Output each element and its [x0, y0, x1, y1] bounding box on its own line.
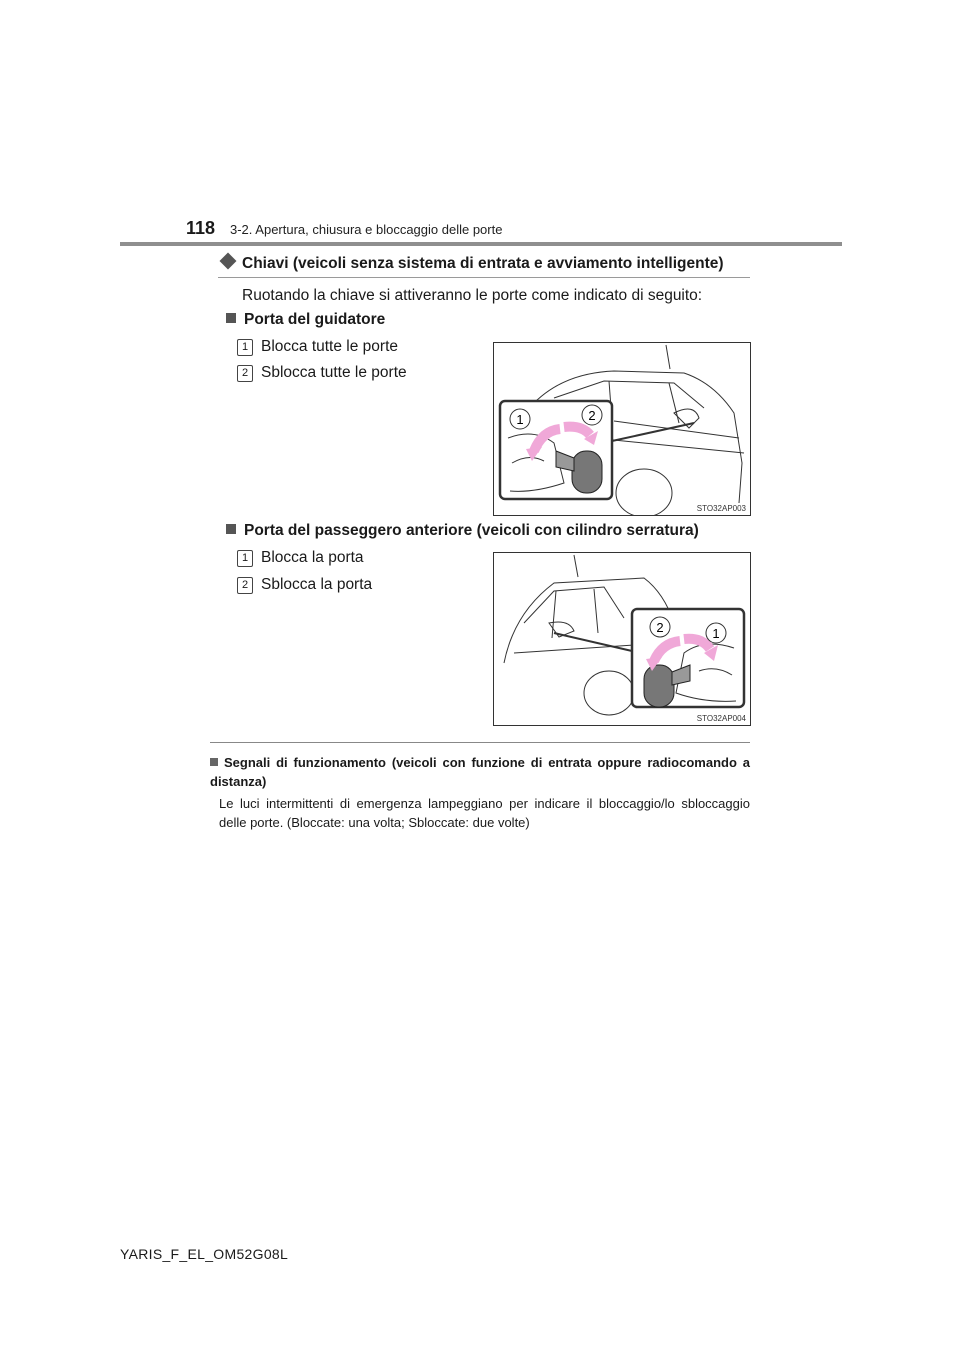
step-number-badge: 2	[237, 365, 253, 382]
step-item	[237, 576, 372, 594]
square-bullet-icon	[210, 758, 218, 766]
svg-text:2: 2	[588, 408, 596, 423]
step-item	[237, 364, 407, 382]
svg-text:1: 1	[712, 626, 720, 641]
step-item	[237, 338, 398, 356]
car-driver-door-illustration	[494, 343, 750, 515]
step-text: Sblocca tutte le porte	[261, 364, 407, 381]
diamond-icon	[220, 253, 237, 270]
subheading-driver-door	[226, 311, 385, 329]
square-bullet-icon	[226, 313, 236, 323]
section-rule	[218, 277, 750, 278]
step-number-badge: 1	[237, 339, 253, 356]
figure-passenger-door	[493, 552, 751, 726]
notes-rule	[210, 742, 750, 743]
figure-code: STO32AP004	[696, 714, 746, 723]
car-passenger-door-illustration	[494, 553, 750, 725]
step-number-badge: 1	[237, 550, 253, 567]
step-text: Sblocca la porta	[261, 576, 373, 593]
step-item	[237, 549, 364, 567]
step-number-badge: 2	[237, 577, 253, 594]
square-bullet-icon	[226, 524, 236, 534]
step-text: Blocca tutte le porte	[261, 338, 398, 355]
svg-text:1: 1	[516, 412, 524, 427]
note-title	[210, 753, 750, 791]
section-title	[218, 255, 724, 273]
note-body: Le luci intermittenti di emergenza lampeggiano per indicare il bloccaggio/lo sbloccaggio delle porte. (Bloccate: una volta; Sbloccate: due volte)	[219, 796, 750, 830]
chapter-title: 3-2. Apertura, chiusura e bloccaggio delle porte	[230, 222, 503, 237]
page-number: 118	[186, 218, 216, 238]
figure-code: STO32AP003	[696, 504, 746, 513]
step-text: Blocca la porta	[261, 549, 364, 566]
section-title-text: Chiavi (veicoli senza sistema di entrata e avviamento intelligente)	[242, 255, 724, 272]
subheading-text: Porta del guidatore	[244, 311, 386, 328]
figure-driver-door	[493, 342, 751, 516]
header-rule	[120, 242, 842, 246]
subheading-passenger-door	[226, 522, 699, 540]
svg-text:2: 2	[656, 620, 664, 635]
note-title-text: Segnali di funzionamento (veicoli con funzione di entrata oppure radiocomando a distanza)	[210, 755, 750, 789]
footer-code: YARIS_F_EL_OM52G08L	[120, 1246, 289, 1262]
intro-text: Ruotando la chiave si attiveranno le porte come indicato di seguito:	[242, 287, 703, 304]
subheading-text: Porta del passeggero anteriore (veicoli con cilindro serratura)	[244, 522, 699, 539]
